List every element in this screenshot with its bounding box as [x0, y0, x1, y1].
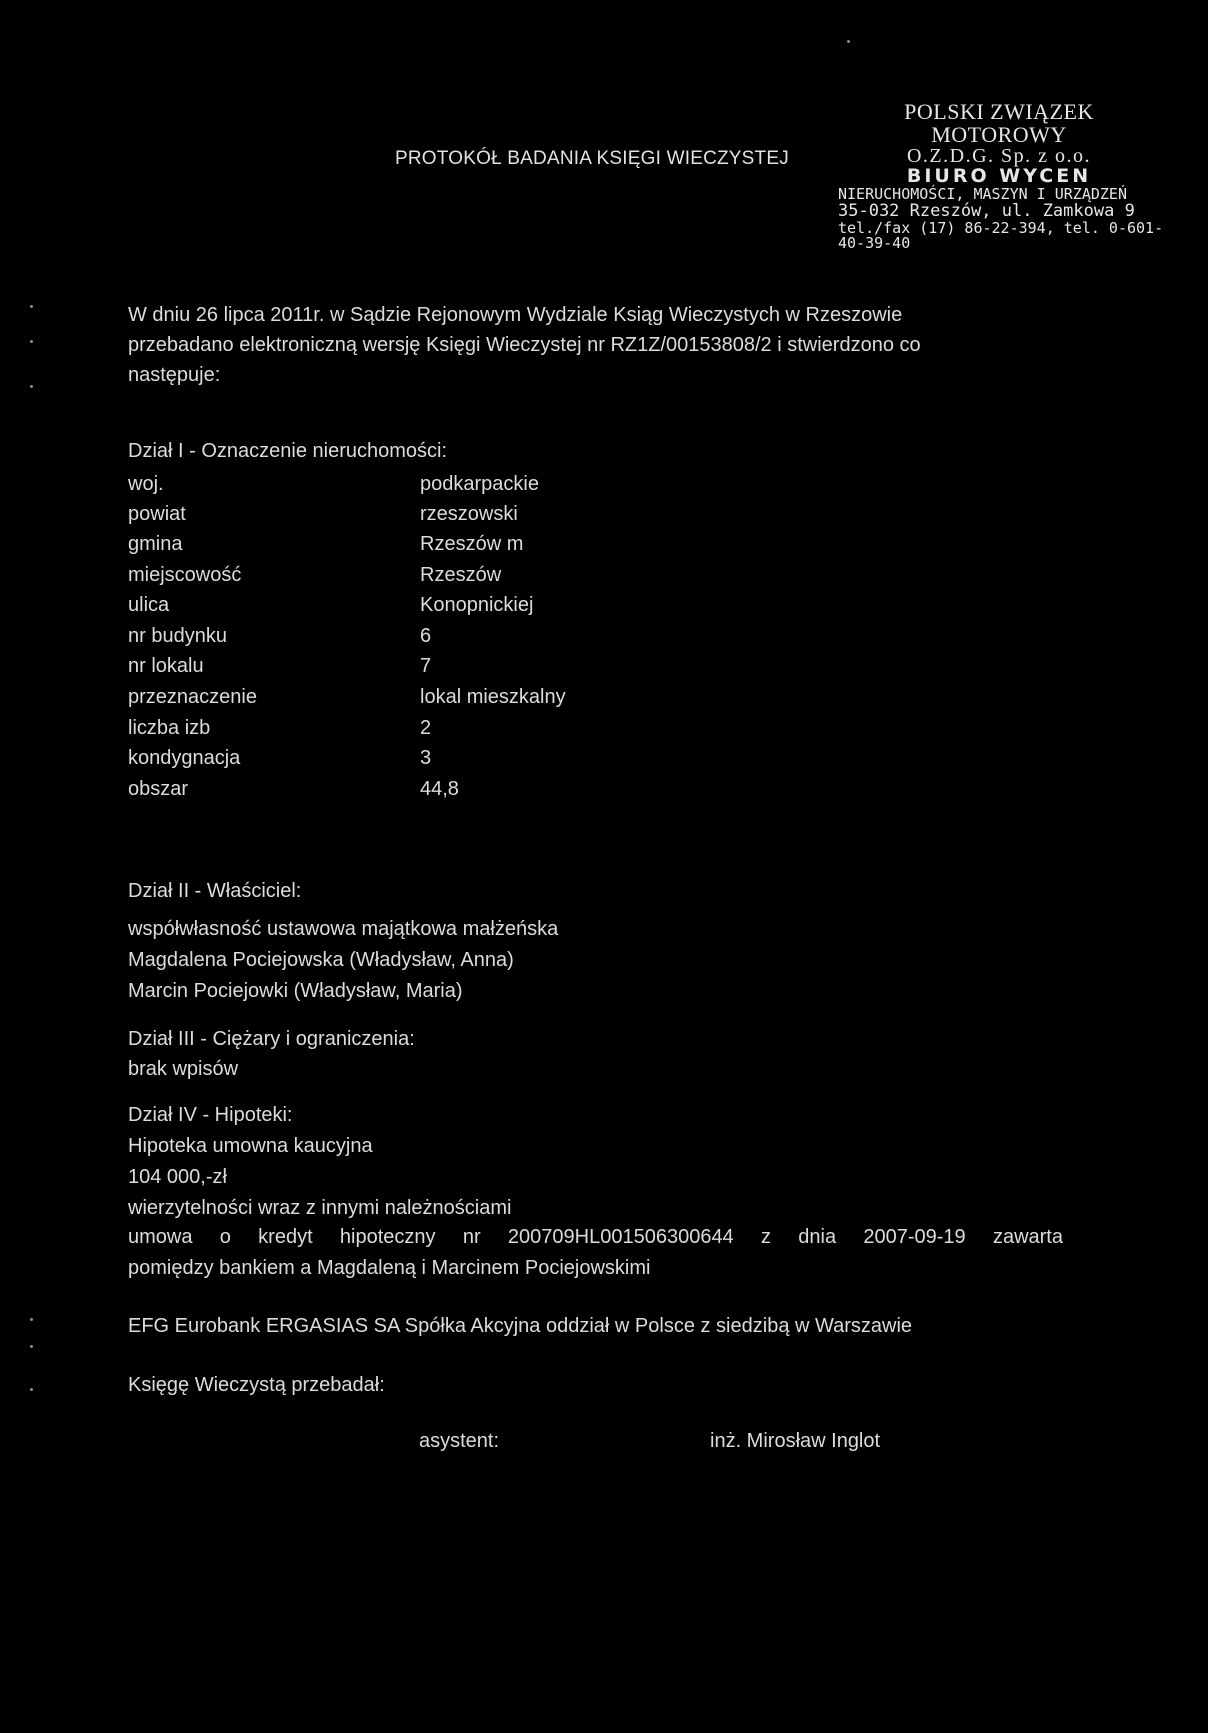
mortgage-parties: pomiędzy bankiem a Magdaleną i Marcinem Pociejowskimi	[128, 1257, 651, 1279]
stamp-line-3: BIURO WYCEN	[906, 165, 1092, 188]
property-row	[128, 651, 828, 681]
property-key: miejscowość	[128, 564, 242, 586]
scan-speck	[30, 305, 33, 308]
mortgage-line: Hipoteka umowna kaucyjna	[128, 1135, 373, 1157]
property-value: Rzeszów m	[420, 533, 524, 555]
property-row	[128, 743, 828, 773]
intro-line-2: przebadano elektroniczną wersję Księgi Wieczystej nr RZ1Z/00153808/2 i stwierdzono co	[128, 334, 921, 356]
stamp-line-2: O.Z.D.G. Sp. z o.o.	[906, 145, 1092, 168]
property-value: 7	[420, 655, 432, 677]
property-key: kondygnacja	[128, 747, 241, 769]
owner-line: współwłasność ustawowa majątkowa małżeńska	[128, 918, 559, 940]
scan-speck	[30, 1318, 33, 1321]
bank-name: EFG Eurobank ERGASIAS SA Spółka Akcyjna oddział w Polsce z siedzibą w Warszawie	[128, 1315, 913, 1337]
property-row	[128, 621, 828, 651]
section-2-title: Dział II - Właściciel:	[128, 880, 302, 902]
property-value: 44,8	[420, 778, 459, 800]
stamp-line-6: tel./fax (17) 86-22-394, tel. 0-601-40-39-40	[838, 218, 1164, 253]
property-row	[128, 529, 828, 559]
scan-speck	[30, 340, 33, 343]
property-value: Konopnickiej	[420, 594, 534, 616]
scan-speck	[30, 385, 33, 388]
signature-name: inż. Mirosław Inglot	[710, 1430, 881, 1452]
examined-by-label: Księgę Wieczystą przebadał:	[128, 1374, 385, 1396]
property-row	[128, 774, 828, 804]
stamp-line-4: NIERUCHOMOŚCI, MASZYN I URZĄDZEŃ	[838, 185, 1127, 204]
property-row	[128, 713, 828, 743]
stamp-line-1: POLSKI ZWIĄZEK MOTOROWY	[904, 99, 1094, 148]
property-value: 6	[420, 625, 432, 647]
property-key: ulica	[128, 594, 170, 616]
property-key: przeznaczenie	[128, 686, 257, 708]
mortgage-line: wierzytelności wraz z innymi należnościami	[128, 1197, 512, 1219]
property-value: podkarpackie	[420, 473, 539, 495]
signature-role: asystent:	[419, 1430, 500, 1452]
property-key: woj.	[128, 473, 164, 495]
section-3-title: Dział III - Ciężary i ograniczenia:	[128, 1028, 415, 1050]
property-value: 3	[420, 747, 432, 769]
scan-speck	[30, 1388, 33, 1391]
property-value: 2	[420, 717, 432, 739]
scan-speck	[847, 40, 850, 43]
property-key: nr budynku	[128, 625, 227, 647]
mortgage-agreement: umowa o kredyt hipoteczny nr 200709HL001506300644 z dnia 2007-09-19 zawarta	[128, 1226, 1063, 1248]
stamp-line-5: 35-032 Rzeszów, ul. Zamkowa 9	[838, 200, 1135, 221]
document-title: PROTOKÓŁ BADANIA KSIĘGI WIECZYSTEJ	[395, 148, 789, 169]
encumbrance-line: brak wpisów	[128, 1058, 239, 1080]
property-row	[128, 499, 828, 529]
intro-line-3: następuje:	[128, 364, 221, 386]
property-row	[128, 469, 828, 499]
property-row	[128, 590, 828, 620]
property-key: liczba izb	[128, 717, 211, 739]
owner-line: Magdalena Pociejowska (Władysław, Anna)	[128, 949, 514, 971]
property-value: Rzeszów	[420, 564, 502, 586]
property-key: nr lokalu	[128, 655, 204, 677]
intro-paragraph	[128, 300, 1028, 390]
owner-line: Marcin Pociejowki (Władysław, Maria)	[128, 980, 463, 1002]
company-stamp	[834, 100, 1164, 252]
property-key: powiat	[128, 503, 186, 525]
mortgage-amount: 104 000,-zł	[128, 1166, 227, 1188]
property-key: obszar	[128, 778, 189, 800]
property-value: lokal mieszkalny	[420, 686, 566, 708]
section-1-title: Dział I - Oznaczenie nieruchomości:	[128, 440, 448, 462]
property-key: gmina	[128, 533, 183, 555]
scan-speck	[30, 1345, 33, 1348]
property-row	[128, 682, 828, 712]
section-4-title: Dział IV - Hipoteki:	[128, 1104, 293, 1126]
property-value: rzeszowski	[420, 503, 518, 525]
property-row	[128, 560, 828, 590]
intro-line-1: W dniu 26 lipca 2011r. w Sądzie Rejonowym Wydziale Ksiąg Wieczystych w Rzeszowie	[128, 304, 903, 326]
